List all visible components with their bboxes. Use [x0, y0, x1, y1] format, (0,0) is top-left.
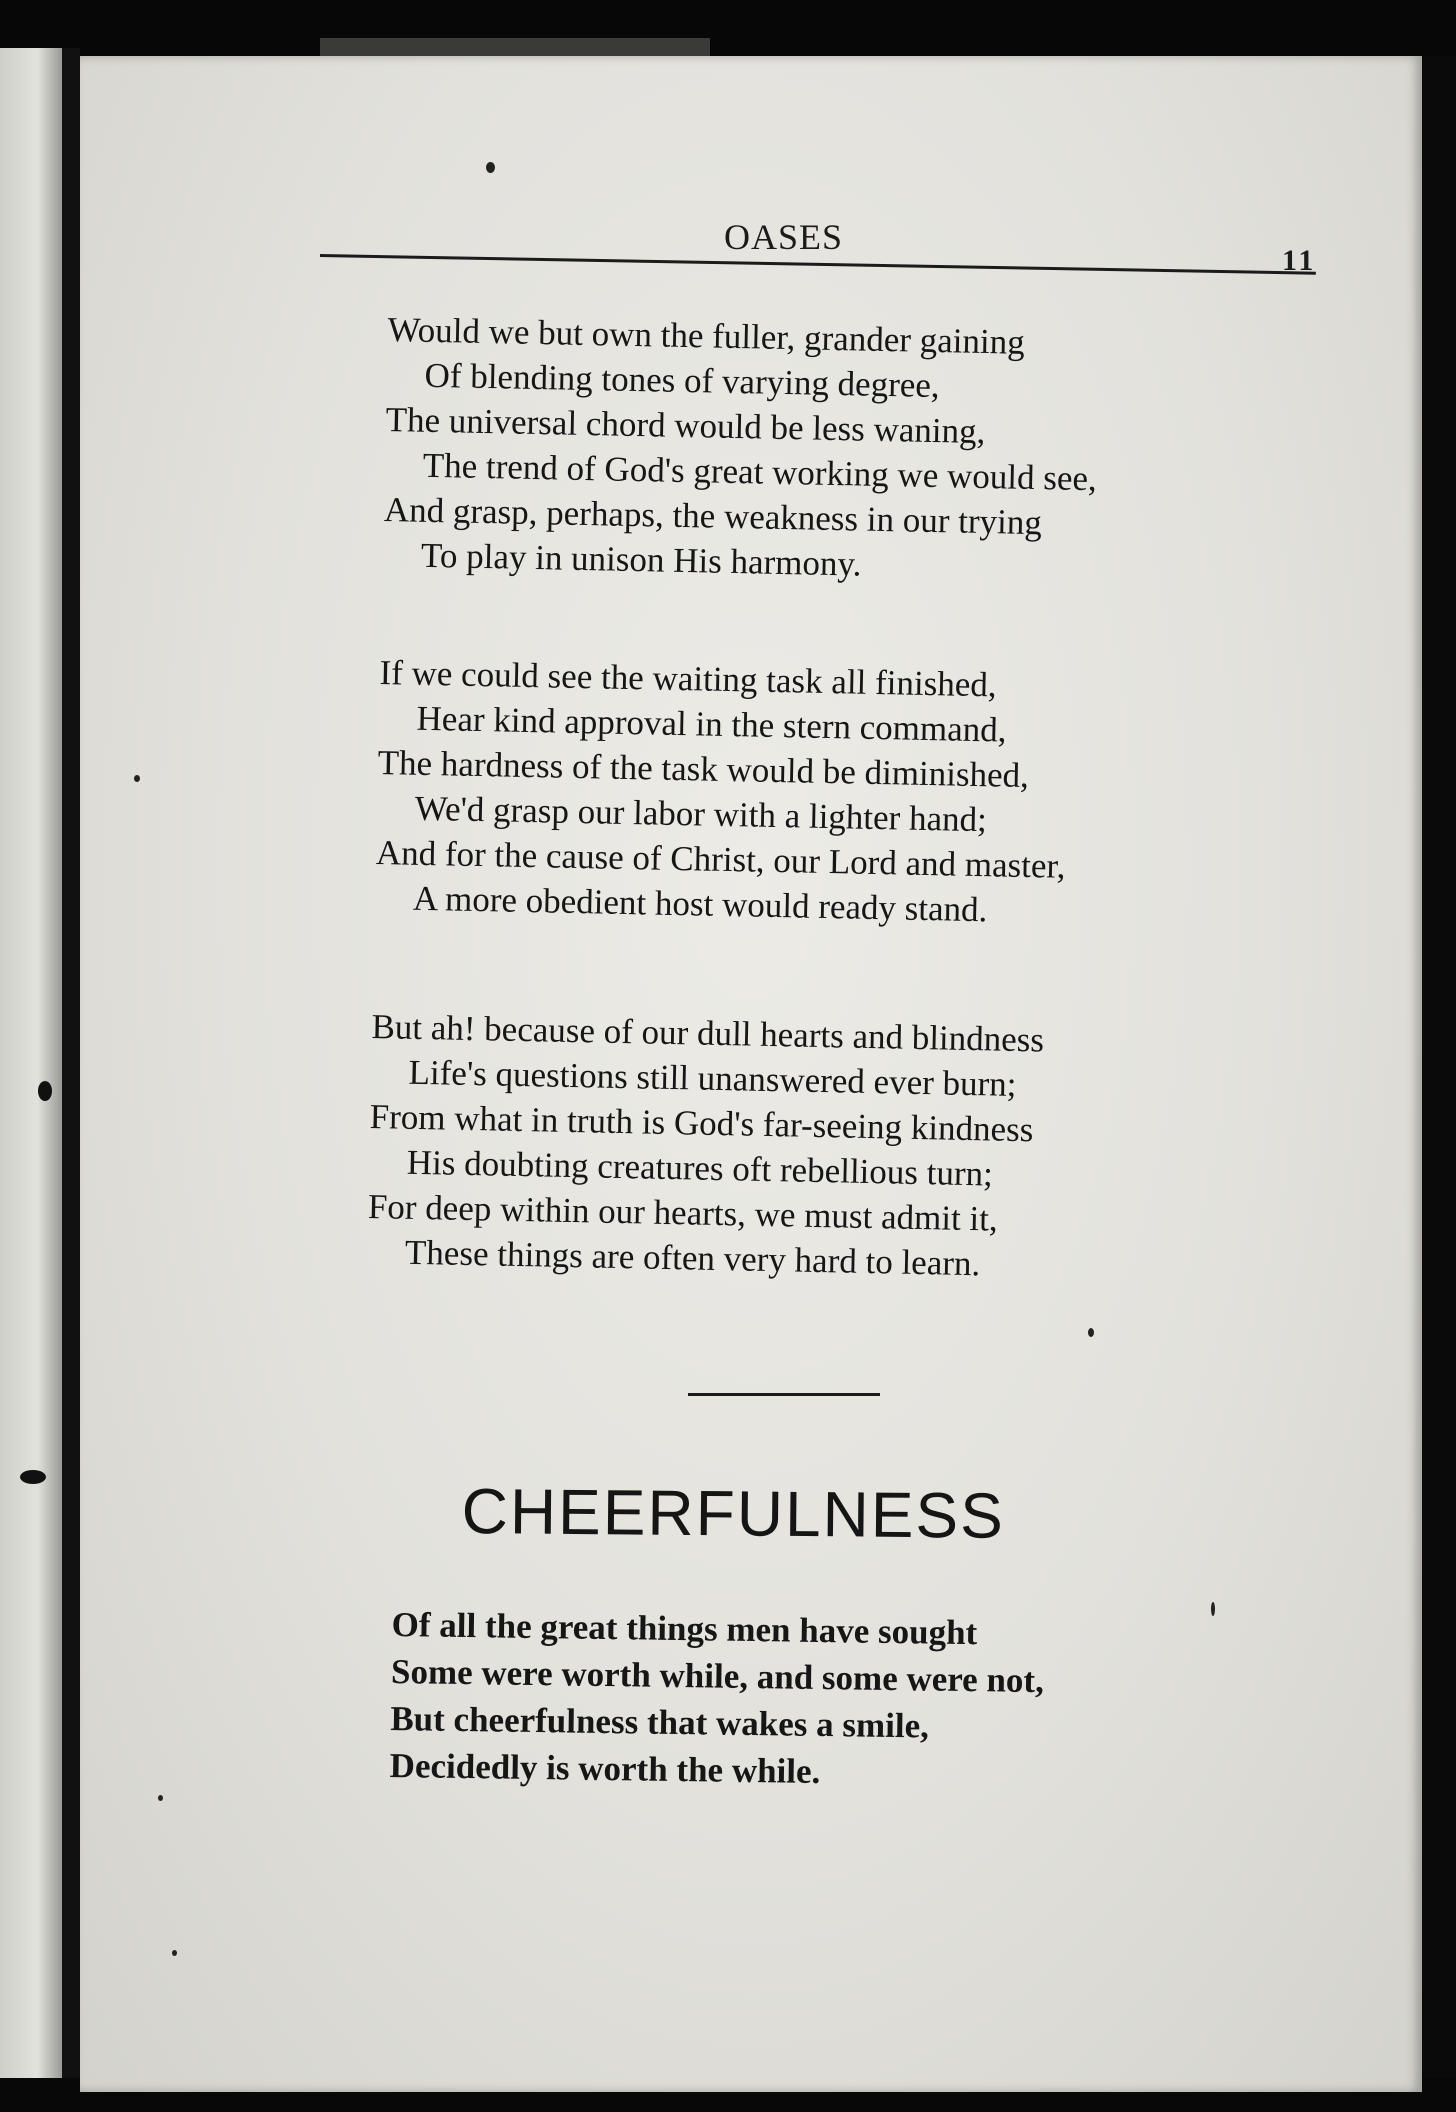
dust-speck	[158, 1795, 163, 1801]
dust-speck	[20, 1470, 46, 1484]
poem-line: We'd grasp our labor with a lighter hand;	[414, 788, 988, 840]
poem-line: Life's questions still unanswered ever burn;	[408, 1052, 1017, 1104]
previous-page-edge	[0, 48, 62, 2088]
scan-border-top	[0, 0, 1456, 60]
poem-line: The universal chord would be less waning,	[385, 399, 986, 452]
poem-line: And for the cause of Christ, our Lord and master,	[375, 832, 1066, 886]
poem-line: If we could see the waiting task all finished,	[379, 652, 998, 705]
poem-line: And grasp, perhaps, the weakness in our trying	[383, 489, 1043, 543]
poem-stanza	[383, 307, 1100, 591]
poem-line: Decidedly is worth the while.	[389, 1745, 821, 1791]
binding-gutter	[62, 48, 80, 2088]
poem-line: These things are often very hard to learn.	[404, 1232, 981, 1284]
poem-stanza	[367, 1004, 1045, 1287]
scan-border-right	[1422, 56, 1456, 2112]
poem-line: A more obedient host would ready stand.	[412, 878, 988, 930]
poem-line: But ah! because of our dull hearts and blindness	[371, 1006, 1045, 1060]
poem-line: The trend of God's great working we would see,	[422, 445, 1098, 499]
poem-line: Hear kind approval in the stern command,	[416, 698, 1007, 750]
dust-speck	[38, 1081, 52, 1101]
running-head-title: OASES	[724, 217, 844, 257]
page-number: 11	[1282, 244, 1317, 277]
poem-line: But cheerfulness that wakes a smile,	[390, 1698, 930, 1746]
poem-stanza	[375, 650, 1070, 934]
dust-speck	[1211, 1602, 1215, 1616]
dust-speck	[172, 1950, 177, 1956]
quatrain	[389, 1601, 1044, 1798]
dust-speck	[134, 775, 140, 782]
dust-speck	[486, 162, 495, 173]
poem-line: From what in truth is God's far-seeing kindness	[369, 1096, 1034, 1150]
poem-line: For deep within our hearts, we must admit it,	[367, 1186, 999, 1239]
poem-line: Would we but own the fuller, grander gaining	[387, 309, 1026, 362]
poem-line: To play in unison His harmony.	[420, 535, 862, 584]
poem-line: The hardness of the task would be diminished,	[377, 742, 1030, 796]
poem-line: Of blending tones of varying degree,	[424, 355, 941, 406]
dust-speck	[1088, 1328, 1094, 1337]
poem-line: Some were worth while, and some were not,	[390, 1651, 1045, 1701]
poem-line: His doubting creatures oft rebellious turn;	[406, 1142, 994, 1194]
section-title: CHEERFULNESS	[461, 1475, 1006, 1552]
poem-line: Of all the great things men have sought	[391, 1604, 978, 1653]
section-divider-rule	[688, 1393, 880, 1396]
